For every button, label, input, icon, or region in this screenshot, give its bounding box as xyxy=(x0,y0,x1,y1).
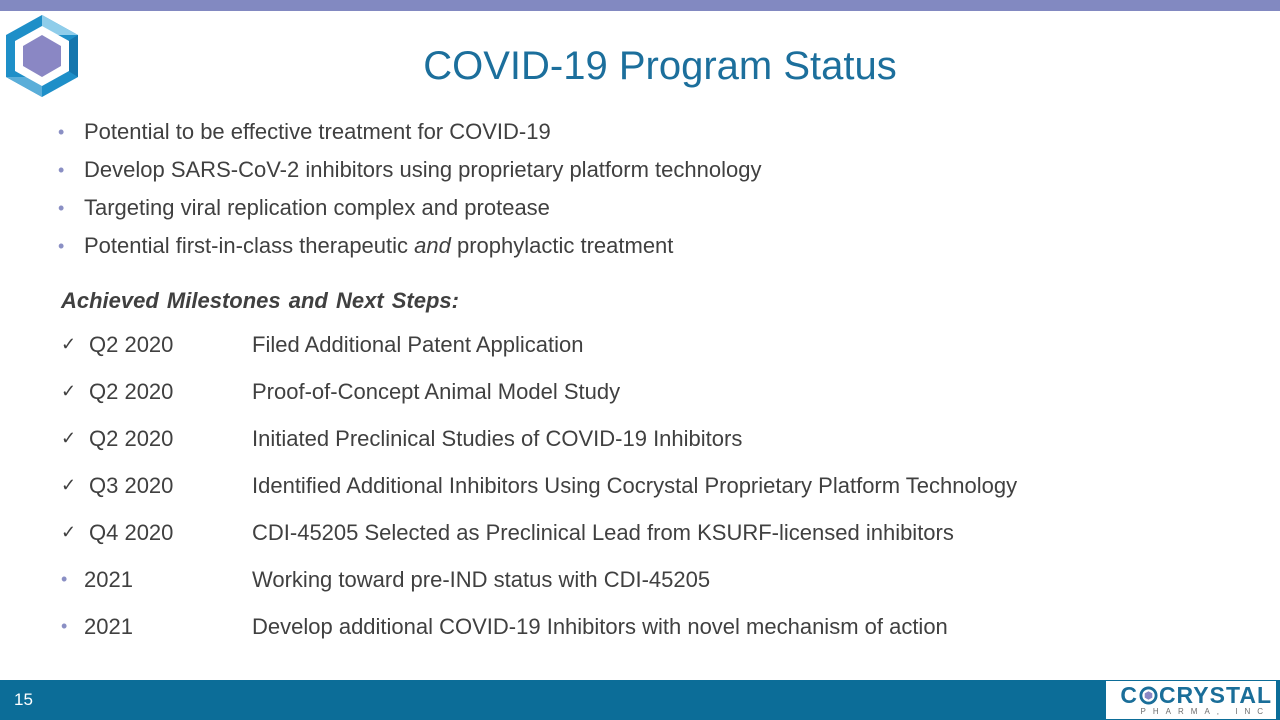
page-number: 15 xyxy=(14,690,33,709)
brand-name xyxy=(1120,682,1272,708)
bullet-item xyxy=(58,113,761,151)
slide-title: COVID-19 Program Status xyxy=(423,44,897,88)
bullet-icon: • xyxy=(58,236,65,256)
check-icon: ✓ xyxy=(61,381,77,401)
top-accent-bar xyxy=(0,0,1280,11)
bullet-text: Develop SARS-CoV-2 inhibitors using proprietary platform technology xyxy=(84,157,762,182)
brand-logo xyxy=(1106,681,1276,719)
milestone-period: Q3 2020 xyxy=(89,473,174,498)
bullet-text-pre: Potential first-in-class therapeutic xyxy=(84,233,415,258)
bullet-item xyxy=(58,227,761,265)
milestone-description: Proof-of-Concept Animal Model Study xyxy=(252,379,621,404)
brand-name-suffix: CRYSTAL xyxy=(1158,682,1272,708)
milestone-period: 2021 xyxy=(84,567,133,592)
bullet-icon: • xyxy=(58,122,65,142)
bullet-icon: • xyxy=(61,616,68,636)
bullet-text: Targeting viral replication complex and protease xyxy=(84,195,550,220)
milestone-period: Q2 2020 xyxy=(89,379,174,404)
check-icon: ✓ xyxy=(61,475,77,495)
bullet-text xyxy=(84,233,673,258)
bullet-item xyxy=(58,189,761,227)
hexagon-logo-icon xyxy=(3,13,81,99)
brand-o-icon xyxy=(1139,686,1158,705)
milestone-description: Identified Additional Inhibitors Using Cocrystal Proprietary Platform Technology xyxy=(252,473,1018,498)
intro-bullet-list xyxy=(58,113,761,265)
brand-name-prefix: C xyxy=(1120,682,1138,708)
milestone-description: CDI-45205 Selected as Preclinical Lead from KSURF-licensed inhibitors xyxy=(252,520,954,545)
bullet-icon: • xyxy=(58,198,65,218)
bullet-icon: • xyxy=(61,569,68,589)
check-icon: ✓ xyxy=(61,428,77,448)
milestone-period: Q2 2020 xyxy=(89,332,174,357)
milestone-period: Q2 2020 xyxy=(89,426,174,451)
bullet-item xyxy=(58,151,761,189)
milestone-description: Working toward pre-IND status with CDI-45205 xyxy=(252,567,711,592)
milestone-period: Q4 2020 xyxy=(89,520,174,545)
bullet-icon: • xyxy=(58,160,65,180)
milestones-heading: Achieved Milestones and Next Steps: xyxy=(61,288,459,313)
bullet-text-post: prophylactic treatment xyxy=(450,233,674,258)
check-icon: ✓ xyxy=(61,522,77,542)
milestone-description: Develop additional COVID-19 Inhibitors with novel mechanism of action xyxy=(252,614,948,639)
bullet-text-emphasis: and xyxy=(414,233,451,258)
milestone-period: 2021 xyxy=(84,614,133,639)
brand-subtitle: PHARMA, INC xyxy=(1140,707,1270,716)
milestone-description: Initiated Preclinical Studies of COVID-19 Inhibitors xyxy=(252,426,743,451)
milestone-description: Filed Additional Patent Application xyxy=(252,332,584,357)
check-icon: ✓ xyxy=(61,334,77,354)
footer-bar xyxy=(0,680,1280,720)
bullet-text: Potential to be effective treatment for COVID-19 xyxy=(84,119,551,144)
